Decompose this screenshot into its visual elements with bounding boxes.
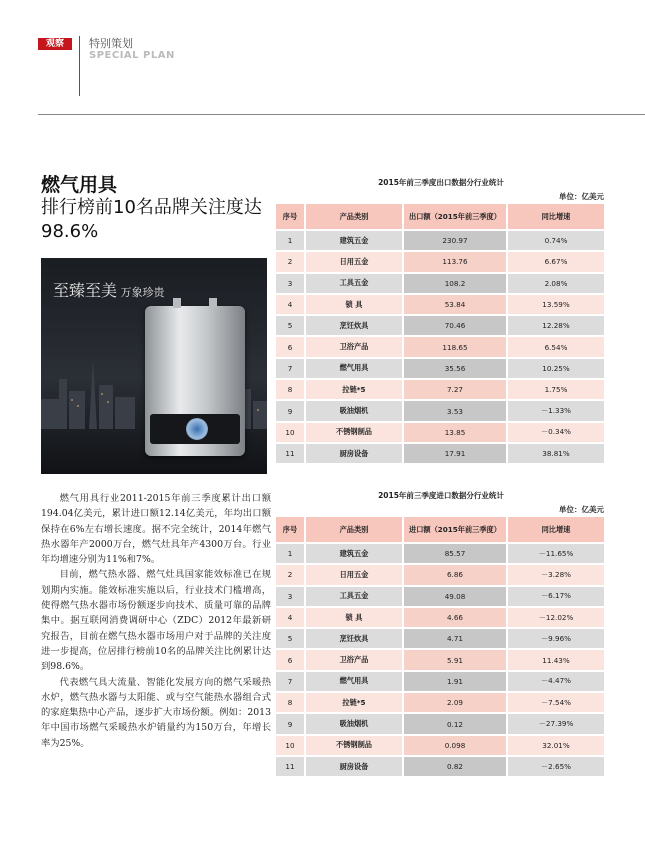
table-cell: 卫浴产品 — [306, 337, 404, 358]
table-cell: 12.28% — [508, 316, 606, 337]
table-cell: 烹饪炊具 — [306, 316, 404, 337]
table-cell: 锁 具 — [306, 295, 404, 316]
export-table-caption: 2015年前三季度出口数据分行业统计 — [378, 178, 504, 187]
table-row — [276, 252, 606, 273]
table-cell: 38.81% — [508, 444, 606, 465]
export-table — [276, 204, 606, 465]
table-header: 产品类别 — [306, 517, 404, 544]
table-cell: 3 — [276, 587, 306, 608]
table-cell: 4 — [276, 608, 306, 629]
table-cell: －4.47% — [508, 672, 606, 693]
paragraph: 代表燃气具大流量、智能化发展方向的燃气采暖热水炉，燃气热水器与太阳能、或与空气能热水器组合式的家庭集热中心产品，逐步扩大市场份额。例如：2013年中国市场燃气采暖热水炉销量约为150万台，年增长率为25%。 — [41, 676, 271, 749]
table-cell: 17.91 — [404, 444, 508, 465]
table-cell: 35.56 — [404, 359, 508, 380]
table-row — [276, 544, 606, 565]
table-cell: 卫浴产品 — [306, 650, 404, 671]
table-row — [276, 337, 606, 358]
export-table-unit: 单位：亿美元 — [559, 192, 604, 201]
table-cell: 13.59% — [508, 295, 606, 316]
table-cell: 10.25% — [508, 359, 606, 380]
table-cell: 6.86 — [404, 565, 508, 586]
table-cell: －7.54% — [508, 693, 606, 714]
header-rule — [38, 114, 645, 115]
table-cell: 建筑五金 — [306, 231, 404, 252]
export-table-block — [276, 176, 606, 465]
table-row — [276, 401, 606, 422]
table-cell: －27.39% — [508, 714, 606, 735]
table-cell: 吸油烟机 — [306, 714, 404, 735]
table-cell: －2.65% — [508, 757, 606, 778]
table-cell: 49.08 — [404, 587, 508, 608]
table-cell: 吸油烟机 — [306, 401, 404, 422]
table-header: 进口额（2015年前三季度） — [404, 517, 508, 544]
table-row — [276, 587, 606, 608]
pipe-graphic — [209, 298, 217, 308]
table-row — [276, 693, 606, 714]
table-cell: 厨房设备 — [306, 444, 404, 465]
table-row — [276, 565, 606, 586]
table-row — [276, 736, 606, 757]
import-table-block — [276, 489, 606, 778]
table-cell: －1.33% — [508, 401, 606, 422]
table-cell: 3.53 — [404, 401, 508, 422]
table-header: 序号 — [276, 204, 306, 231]
table-cell: 7.27 — [404, 380, 508, 401]
paragraph: 燃气用具行业2011-2015年前三季度累计出口额194.04亿美元，累计进口额12.14亿美元，年均出口额保持在6%左右增长速度。据不完全统计，2014年燃气热水器年产2000万台，燃气灶具年产4300万台。行业年均增速分别为11%和7%。 — [41, 493, 271, 566]
table-header: 序号 — [276, 517, 306, 544]
table-cell: 53.84 — [404, 295, 508, 316]
table-cell: 11 — [276, 444, 306, 465]
table-cell: 建筑五金 — [306, 544, 404, 565]
table-cell: 5 — [276, 316, 306, 337]
table-cell: 锁 具 — [306, 608, 404, 629]
table-cell: 11.43% — [508, 650, 606, 671]
page-header — [0, 0, 645, 120]
table-row — [276, 295, 606, 316]
table-cell: 11 — [276, 757, 306, 778]
table-cell: 230.97 — [404, 231, 508, 252]
water-heater-graphic — [145, 306, 245, 456]
dial-icon — [186, 418, 208, 440]
table-cell: 8 — [276, 693, 306, 714]
table-row — [276, 423, 606, 444]
table-cell: 9 — [276, 714, 306, 735]
table-cell: －0.34% — [508, 423, 606, 444]
table-cell: －3.28% — [508, 565, 606, 586]
table-cell: 0.82 — [404, 757, 508, 778]
section-title-en: SPECIAL PLAN — [89, 50, 175, 61]
table-row — [276, 444, 606, 465]
table-cell: 8 — [276, 380, 306, 401]
table-row — [276, 380, 606, 401]
import-table-unit: 单位：亿美元 — [559, 505, 604, 514]
table-cell: 不锈钢制品 — [306, 736, 404, 757]
image-slogan: 至臻至美 万象珍贵 — [53, 281, 165, 300]
table-cell: 9 — [276, 401, 306, 422]
table-header: 出口额（2015年前三季度） — [404, 204, 508, 231]
import-table-caption: 2015年前三季度进口数据分行业统计 — [378, 491, 504, 500]
table-cell: 32.01% — [508, 736, 606, 757]
table-row — [276, 757, 606, 778]
table-cell: 10 — [276, 423, 306, 444]
product-photo — [41, 258, 267, 474]
article-body — [41, 491, 271, 751]
table-cell: 13.85 — [404, 423, 508, 444]
table-cell: 6 — [276, 650, 306, 671]
table-cell: 2 — [276, 252, 306, 273]
table-cell: 燃气用具 — [306, 672, 404, 693]
table-row — [276, 672, 606, 693]
table-cell: 108.2 — [404, 274, 508, 295]
section-title-cn: 特别策划 — [89, 37, 133, 50]
table-cell: 厨房设备 — [306, 757, 404, 778]
table-cell: 0.098 — [404, 736, 508, 757]
header-divider — [79, 36, 80, 96]
table-cell: 5 — [276, 629, 306, 650]
import-table — [276, 517, 606, 778]
table-cell: 1.75% — [508, 380, 606, 401]
table-header: 同比增速 — [508, 517, 606, 544]
table-cell: 日用五金 — [306, 252, 404, 273]
table-cell: 118.65 — [404, 337, 508, 358]
table-cell: 7 — [276, 359, 306, 380]
table-header: 同比增速 — [508, 204, 606, 231]
paragraph: 目前，燃气热水器、燃气灶具国家能效标准已在规划期内实施。能效标准实施以后，行业技术门槛增高，使得燃气热水器市场份额逐步向技术、质量可靠的品牌集中。据互联网消费调研中心（ZDC）2012年最新研究报告，目前在燃气热水器市场用户对于品牌的关注度进一步提高，位居排行榜前10名的品牌关注比例累计达到98.6%。 — [41, 569, 271, 673]
table-cell: －9.96% — [508, 629, 606, 650]
article-title: 燃气用具 — [41, 174, 118, 196]
table-cell: 10 — [276, 736, 306, 757]
section-badge: 观察 — [38, 38, 72, 50]
article-subtitle: 排行榜前10名品牌关注度达98.6% — [41, 197, 262, 242]
table-row — [276, 608, 606, 629]
table-cell: －11.65% — [508, 544, 606, 565]
table-cell: 85.57 — [404, 544, 508, 565]
control-panel-graphic — [150, 414, 240, 444]
table-cell: －12.02% — [508, 608, 606, 629]
table-cell: 4.66 — [404, 608, 508, 629]
table-cell: 3 — [276, 274, 306, 295]
table-cell: －6.17% — [508, 587, 606, 608]
table-cell: 0.12 — [404, 714, 508, 735]
table-cell: 1.91 — [404, 672, 508, 693]
table-cell: 1 — [276, 544, 306, 565]
table-cell: 1 — [276, 231, 306, 252]
table-cell: 0.74% — [508, 231, 606, 252]
pipe-graphic — [173, 298, 181, 308]
table-cell: 4.71 — [404, 629, 508, 650]
table-cell: 113.76 — [404, 252, 508, 273]
table-cell: 7 — [276, 672, 306, 693]
table-cell: 6.67% — [508, 252, 606, 273]
table-row — [276, 231, 606, 252]
table-cell: 日用五金 — [306, 565, 404, 586]
table-row — [276, 316, 606, 337]
table-cell: 工具五金 — [306, 587, 404, 608]
import-table-body — [276, 544, 606, 778]
table-row — [276, 274, 606, 295]
table-row — [276, 650, 606, 671]
table-cell: 工具五金 — [306, 274, 404, 295]
table-cell: 不锈钢制品 — [306, 423, 404, 444]
table-cell: 2 — [276, 565, 306, 586]
table-cell: 5.91 — [404, 650, 508, 671]
table-row — [276, 714, 606, 735]
table-cell: 燃气用具 — [306, 359, 404, 380]
table-cell: 6 — [276, 337, 306, 358]
table-cell: 2.09 — [404, 693, 508, 714]
table-row — [276, 359, 606, 380]
table-cell: 6.54% — [508, 337, 606, 358]
export-table-body — [276, 231, 606, 465]
table-cell: 4 — [276, 295, 306, 316]
table-cell: 拉链*5 — [306, 380, 404, 401]
table-cell: 烹饪炊具 — [306, 629, 404, 650]
table-cell: 70.46 — [404, 316, 508, 337]
table-cell: 2.08% — [508, 274, 606, 295]
table-header: 产品类别 — [306, 204, 404, 231]
table-cell: 拉链*5 — [306, 693, 404, 714]
table-row — [276, 629, 606, 650]
